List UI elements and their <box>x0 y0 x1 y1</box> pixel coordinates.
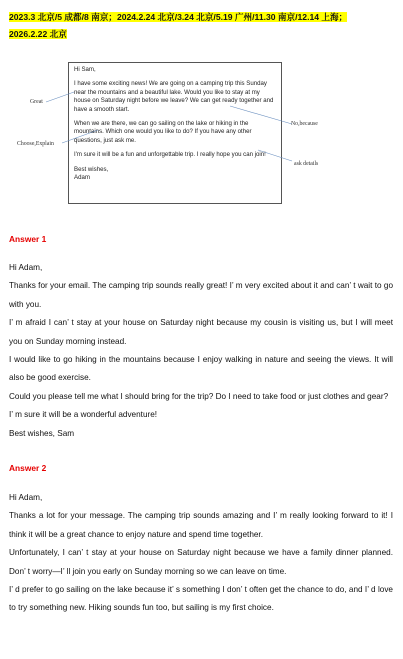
answer-1-greeting: Hi Adam, <box>9 263 43 272</box>
annotation-no-because: No,because <box>291 121 318 127</box>
annotation-lines <box>0 0 403 220</box>
answer-1-heading: Answer 1 <box>9 234 47 244</box>
annotation-great: Great <box>30 99 43 105</box>
answer-1-body <box>9 259 393 443</box>
annotation-ask-details: ask details <box>294 161 319 167</box>
annotation-line-choose <box>62 130 98 143</box>
answer-2-greeting: Hi Adam, <box>9 493 43 502</box>
answer-1-signoff: Best wishes, Sam <box>9 428 75 438</box>
banner-line-2: 2026.2.22 北京 <box>9 29 67 39</box>
banner-line-1: 2023.3 北京/5 成都/8 南京；2024.2.24 北京/3.24 北京/5.19 广州/11.30 南京/12.14 上海； <box>9 12 348 22</box>
email-closing: Best wishes, <box>74 165 109 173</box>
answer-1-line: Could you please tell me what I should bring for the trip? Do I need to take food or just clothes and gear? <box>9 391 389 401</box>
email-greeting: Hi Sam, <box>74 66 96 73</box>
email-paragraph-2: When we are there, we can go sailing on the lake or hiking in the mountains. Which one would you like to do? If you have any other questions, just ask me. <box>74 120 252 144</box>
email-paragraph-3: I'm sure it will be a fun and unforgettable trip. I really hope you can join! <box>74 151 266 159</box>
answer-2-heading: Answer 2 <box>9 463 47 473</box>
email-paragraph-1: I have some exciting news! We are going on a camping trip this Sunday near the mountains and a beautiful lake. Would you like to stay at my house on Saturday night before we leave? We can get ready together and have a smooth start. <box>74 80 274 113</box>
email-signature: Adam <box>74 174 90 182</box>
answer-2-body <box>9 489 393 618</box>
annotation-line-great <box>46 92 74 102</box>
annotation-line-no <box>230 106 292 124</box>
answer-1-line: I’ m sure it will be a wonderful adventure! <box>9 410 158 420</box>
annotation-line-ask <box>258 150 292 161</box>
answer-1-line: I’ m afraid I can’ t stay at your house on Saturday night because my cousin is visiting us, but I will meet you on Sunday morning instead. <box>9 318 393 346</box>
answer-1-line: I would like to go hiking in the mountains because I enjoy walking in nature and seeing the views. It will also be good exercise. <box>9 355 393 383</box>
answer-1-line: Thanks for your email. The camping trip sounds really great! I’ m very excited about it and can’ t wait to go with you. <box>9 281 393 309</box>
answer-2-line: Unfortunately, I can’ t stay at your house on Saturday night because we have a family dinner planned. Don’ t worry—I’ ll join you early on Sunday morning so we can leave on time. <box>9 548 393 576</box>
answer-2-line: Thanks a lot for your message. The camping trip sounds amazing and I’ m really looking forward to it! I think it will be a great chance to enjoy nature and spend time together. <box>9 511 393 539</box>
annotation-choose-explain: Choose,Explain <box>17 141 54 147</box>
answer-2-line: I’ d prefer to go sailing on the lake because it’ s something I don’ t often get the chance to do, and I’ d love to try something new. Hiking sounds fun too, but sailing is my first choice. <box>9 585 393 613</box>
